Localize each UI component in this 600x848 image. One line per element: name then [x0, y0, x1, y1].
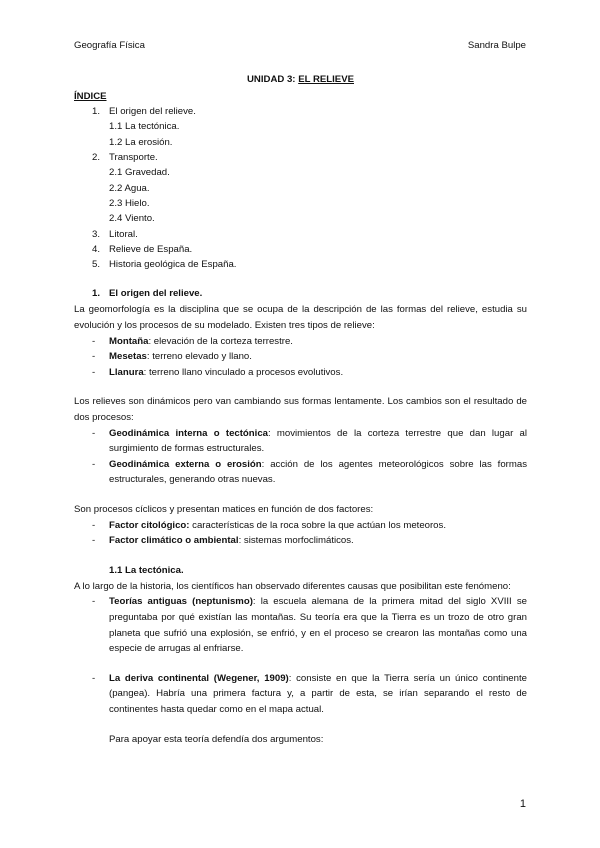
list-item: - La deriva continental (Wegener, 1909): consiste en que la Tierra sería un único continente (pangea). Habría una primera factura y, a partir de esta, se irían separando el resto de continentes hasta quedar como en el mapa actual.: [92, 672, 527, 715]
index-item: 2. Transporte.: [92, 152, 158, 164]
index-subitem: 2.2 Agua.: [109, 182, 150, 194]
list-item: - Geodinámica interna o tectónica: movimientos de la corteza terrestre que dan lugar al surgimiento de formas estructurales.: [92, 427, 527, 455]
index-subitem: 2.1 Gravedad.: [109, 167, 170, 179]
list-item: - Teorías antiguas (neptunismo): la escuela alemana de la primera mitad del siglo XVIII se preguntaba por qué existían las montañas. Su teoría era que la Tierra es un trozo de otro gran planeta que sufrió una explosión, se enfrió, y en el proceso se crearon las montañas como una especie de arrugas al enfriarse.: [92, 596, 527, 655]
page-content: [74, 72, 527, 747]
page-number: 1: [519, 798, 526, 810]
header-right: Sandra Bulpe: [467, 40, 526, 51]
index-subitem: 2.4 Viento.: [109, 213, 155, 225]
list-item: - Factor climático o ambiental: sistemas morfoclimáticos.: [92, 535, 354, 547]
index-subitem: 2.3 Hielo.: [109, 197, 150, 209]
index-item: 1. El origen del relieve.: [92, 106, 196, 118]
index-title: ÍNDICE: [74, 90, 107, 102]
index-item: 4. Relieve de España.: [92, 243, 193, 255]
index-item: 5. Historia geológica de España.: [92, 259, 237, 271]
list-item: - Mesetas: terreno elevado y llano.: [92, 351, 252, 363]
list-item: - Geodinámica externa o erosión: acción de los agentes meteorológicos sobre las formas estructurales, generando otras nuevas.: [92, 458, 528, 486]
list-item: - Factor citológico: características de la roca sobre la que actúan los meteoros.: [92, 519, 446, 531]
paragraph: A lo largo de la historia, los científicos han observado diferentes causas que posibilitan este fenómeno:: [74, 580, 511, 592]
paragraph: Son procesos cíclicos y presentan matices en función de dos factores:: [74, 503, 374, 515]
list-item: - Montaña: elevación de la corteza terrestre.: [92, 335, 293, 347]
index-subitem: 1.2 La erosión.: [109, 136, 173, 148]
list-item: - Llanura: terreno llano vinculado a procesos evolutivos.: [92, 366, 344, 378]
section-intro: La geomorfología es la disciplina que se ocupa de la descripción de las formas del relieve, estudia su evolución y los procesos de su modelado. Existen tres tipos de relieve:: [74, 304, 527, 332]
header-left: Geografía Física: [74, 40, 145, 51]
unit-title: UNIDAD 3: EL RELIEVE: [247, 74, 354, 85]
paragraph: Para apoyar esta teoría defendía dos argumentos:: [109, 733, 324, 745]
paragraph: Los relieves son dinámicos pero van cambiando sus formas lentamente. Los cambios son el resultado de dos procesos:: [74, 396, 527, 424]
subsection-heading: 1.1 La tectónica.: [109, 564, 184, 576]
section-heading: 1. El origen del relieve.: [92, 288, 203, 300]
index-subitem: 1.1 La tectónica.: [109, 121, 180, 133]
index-item: 3. Litoral.: [92, 228, 138, 240]
